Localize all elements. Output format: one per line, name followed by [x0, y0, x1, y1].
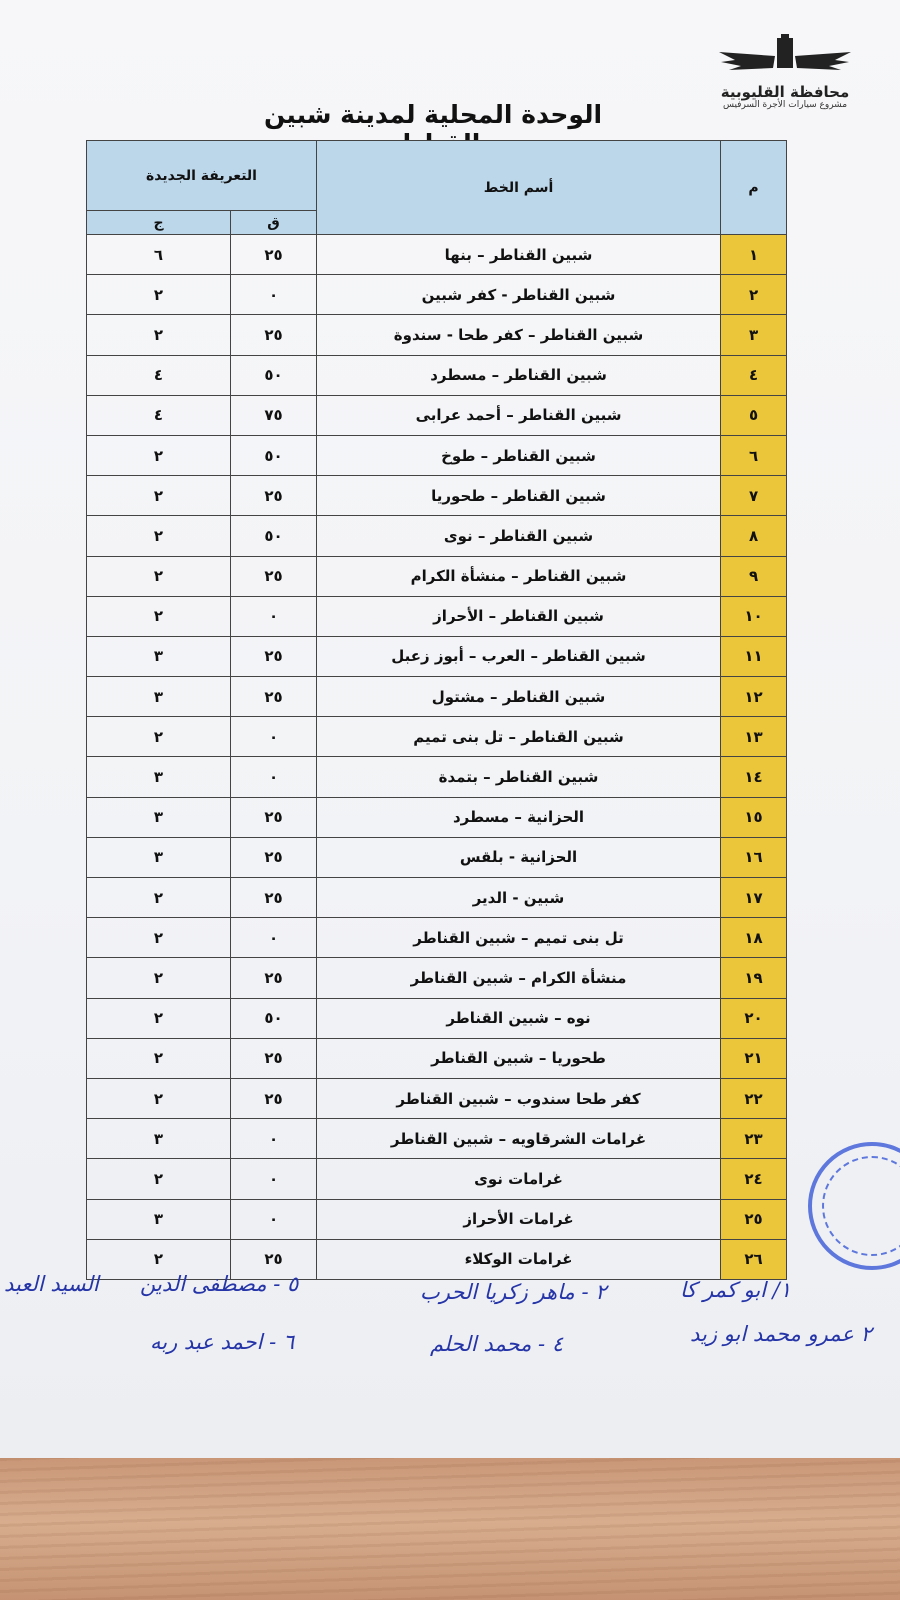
table-row — [87, 1078, 787, 1118]
table-row — [87, 636, 787, 676]
row-number: ٧ — [721, 476, 787, 516]
fare-pound: ٢ — [87, 556, 231, 596]
fare-qirsh: ٢٥ — [231, 797, 317, 837]
table-row — [87, 958, 787, 998]
fare-qirsh: ٢٥ — [231, 1078, 317, 1118]
row-number: ١٠ — [721, 596, 787, 636]
table-row — [87, 1038, 787, 1078]
fare-pound: ٣ — [87, 1199, 231, 1239]
row-number: ٣ — [721, 315, 787, 355]
fare-qirsh: ٠ — [231, 1159, 317, 1199]
row-number: ١٤ — [721, 757, 787, 797]
signature-5: ٥ - مصطفى الدين — [140, 1272, 299, 1296]
route-name: الحزانية – مسطرد — [317, 797, 721, 837]
route-name: شبين القناطر – منشأة الكرام — [317, 556, 721, 596]
row-number: ٢ — [721, 275, 787, 315]
fare-qirsh: ٥٠ — [231, 435, 317, 475]
route-name: شبين القناطر – نوى — [317, 516, 721, 556]
fare-table — [86, 140, 787, 1280]
route-name: شبين القناطر – أحمد عرابى — [317, 395, 721, 435]
row-number: ٩ — [721, 556, 787, 596]
fare-qirsh: ٠ — [231, 1119, 317, 1159]
fare-qirsh: ٢٥ — [231, 1038, 317, 1078]
route-name: غرامات الأحراز — [317, 1199, 721, 1239]
fare-pound: ٢ — [87, 918, 231, 958]
table-row — [87, 878, 787, 918]
table-row — [87, 797, 787, 837]
column-header-pound: ج — [87, 211, 231, 235]
fare-pound: ٢ — [87, 315, 231, 355]
fare-qirsh: ٢٥ — [231, 1239, 317, 1279]
fare-qirsh: ٠ — [231, 918, 317, 958]
row-number: ٢٢ — [721, 1078, 787, 1118]
fare-qirsh: ٢٥ — [231, 837, 317, 877]
project-name: مشروع سيارات الأجرة السرفيس — [722, 100, 848, 110]
table-row — [87, 757, 787, 797]
column-header-number: م — [721, 141, 787, 235]
row-number: ٢١ — [721, 1038, 787, 1078]
fare-qirsh: ٢٥ — [231, 677, 317, 717]
fare-pound: ٢ — [87, 878, 231, 918]
table-row — [87, 998, 787, 1038]
route-name: غرامات نوى — [317, 1159, 721, 1199]
governorate-name: محافظة القليوبية — [720, 83, 850, 101]
route-name: شبين القناطر – مسطرد — [317, 355, 721, 395]
route-name: منشأة الكرام – شبين القناطر — [317, 958, 721, 998]
fare-pound: ٢ — [87, 516, 231, 556]
route-name: شبين - الدير — [317, 878, 721, 918]
signature-1: ١/ ابو كمر كا — [680, 1278, 792, 1302]
column-header-new-fare: التعريفة الجديدة — [87, 141, 317, 211]
row-number: ١٩ — [721, 958, 787, 998]
signature-2: ٢ عمرو محمد ابو زيد — [690, 1322, 872, 1346]
table-row — [87, 435, 787, 475]
route-name: شبين القناطر – مشتول — [317, 677, 721, 717]
fare-pound: ٢ — [87, 476, 231, 516]
table-row — [87, 918, 787, 958]
table-row — [87, 476, 787, 516]
table-body — [87, 235, 787, 1280]
row-number: ٦ — [721, 435, 787, 475]
row-number: ١ — [721, 235, 787, 275]
stamp-ring — [822, 1156, 900, 1256]
table-row — [87, 837, 787, 877]
fare-pound: ٢ — [87, 717, 231, 757]
fare-qirsh: ٢٥ — [231, 235, 317, 275]
table-row — [87, 355, 787, 395]
fare-pound: ٣ — [87, 636, 231, 676]
table-row — [87, 1159, 787, 1199]
row-number: ١٥ — [721, 797, 787, 837]
fare-pound: ٢ — [87, 1038, 231, 1078]
table-row — [87, 677, 787, 717]
route-name: الحزانية - بلقس — [317, 837, 721, 877]
page-title: الوحدة المحلية لمدينة شبين — [258, 100, 608, 165]
table-row — [87, 1199, 787, 1239]
route-name: شبين القناطر – بنها — [317, 235, 721, 275]
fare-pound: ٤ — [87, 355, 231, 395]
fare-qirsh: ٢٥ — [231, 556, 317, 596]
row-number: ١٧ — [721, 878, 787, 918]
route-name: شبين القناطر – تل بنى تميم — [317, 717, 721, 757]
fare-qirsh: ٥٠ — [231, 355, 317, 395]
fare-pound: ٣ — [87, 1119, 231, 1159]
fare-pound: ٢ — [87, 596, 231, 636]
table-row — [87, 516, 787, 556]
table-row — [87, 395, 787, 435]
route-name: تل بنى تميم – شبين القناطر — [317, 918, 721, 958]
fare-qirsh: ٢٥ — [231, 878, 317, 918]
row-number: ٢٣ — [721, 1119, 787, 1159]
fare-qirsh: ٠ — [231, 1199, 317, 1239]
route-name: شبين القناطر - كفر شبين — [317, 275, 721, 315]
route-name: شبين القناطر – بتمدة — [317, 757, 721, 797]
fare-pound: ٣ — [87, 677, 231, 717]
fare-pound: ٣ — [87, 757, 231, 797]
row-number: ٨ — [721, 516, 787, 556]
signatures-area — [0, 1270, 900, 1450]
fare-qirsh: ٠ — [231, 596, 317, 636]
winged-emblem-icon — [715, 34, 855, 84]
fare-pound: ٣ — [87, 797, 231, 837]
fare-qirsh: ٠ — [231, 717, 317, 757]
table-row — [87, 235, 787, 275]
table-row — [87, 596, 787, 636]
route-name: طحوريا – شبين القناطر — [317, 1038, 721, 1078]
row-number: ١٨ — [721, 918, 787, 958]
fare-pound: ٢ — [87, 435, 231, 475]
fare-pound: ٢ — [87, 998, 231, 1038]
signature-7: السيد العبد — [4, 1272, 99, 1296]
fare-qirsh: ٢٥ — [231, 476, 317, 516]
fare-pound: ٤ — [87, 395, 231, 435]
route-name: شبين القناطر – العرب – أبوز زعبل — [317, 636, 721, 676]
wooden-desk-background — [0, 1458, 900, 1600]
route-name: نوه – شبين القناطر — [317, 998, 721, 1038]
fare-pound: ٣ — [87, 837, 231, 877]
fare-pound: ٢ — [87, 1078, 231, 1118]
fare-pound: ٢ — [87, 1159, 231, 1199]
fare-qirsh: ٠ — [231, 275, 317, 315]
row-number: ٢٤ — [721, 1159, 787, 1199]
route-name: شبين القناطر – كفر طحا - سندوة — [317, 315, 721, 355]
fare-qirsh: ٧٥ — [231, 395, 317, 435]
row-number: ١٦ — [721, 837, 787, 877]
signature-6: ٦ - احمد عبد ربه — [150, 1330, 295, 1354]
signature-3: ٢ - ماهر زكريا الحرب — [420, 1280, 607, 1304]
governorate-logo — [700, 34, 870, 124]
route-name: كفر طحا سندوب – شبين القناطر — [317, 1078, 721, 1118]
fare-pound: ٢ — [87, 275, 231, 315]
fare-pound: ٢ — [87, 958, 231, 998]
route-name: شبين القناطر – الأحراز — [317, 596, 721, 636]
route-name: غرامات الشرقاويه – شبين القناطر — [317, 1119, 721, 1159]
fare-qirsh: ٢٥ — [231, 636, 317, 676]
column-header-route: أسم الخط — [317, 141, 721, 235]
row-number: ١١ — [721, 636, 787, 676]
fare-qirsh: ٥٠ — [231, 516, 317, 556]
signature-4: ٤ - محمد الحلم — [430, 1332, 564, 1356]
row-number: ٢٥ — [721, 1199, 787, 1239]
fare-qirsh: ٢٥ — [231, 958, 317, 998]
row-number: ١٣ — [721, 717, 787, 757]
route-name: غرامات الوكلاء — [317, 1239, 721, 1279]
fare-qirsh: ٠ — [231, 757, 317, 797]
route-name: شبين القناطر – طحوريا — [317, 476, 721, 516]
row-number: ١٢ — [721, 677, 787, 717]
row-number: ٤ — [721, 355, 787, 395]
route-name: شبين القناطر – طوخ — [317, 435, 721, 475]
column-header-qirsh: ق — [231, 211, 317, 235]
row-number: ٢٠ — [721, 998, 787, 1038]
row-number: ٢٦ — [721, 1239, 787, 1279]
fare-qirsh: ٢٥ — [231, 315, 317, 355]
fare-pound: ٢ — [87, 1239, 231, 1279]
table-row — [87, 275, 787, 315]
table-row — [87, 717, 787, 757]
row-number: ٥ — [721, 395, 787, 435]
fare-qirsh: ٥٠ — [231, 998, 317, 1038]
table-row — [87, 556, 787, 596]
table-row — [87, 1119, 787, 1159]
fare-pound: ٦ — [87, 235, 231, 275]
table-row — [87, 315, 787, 355]
